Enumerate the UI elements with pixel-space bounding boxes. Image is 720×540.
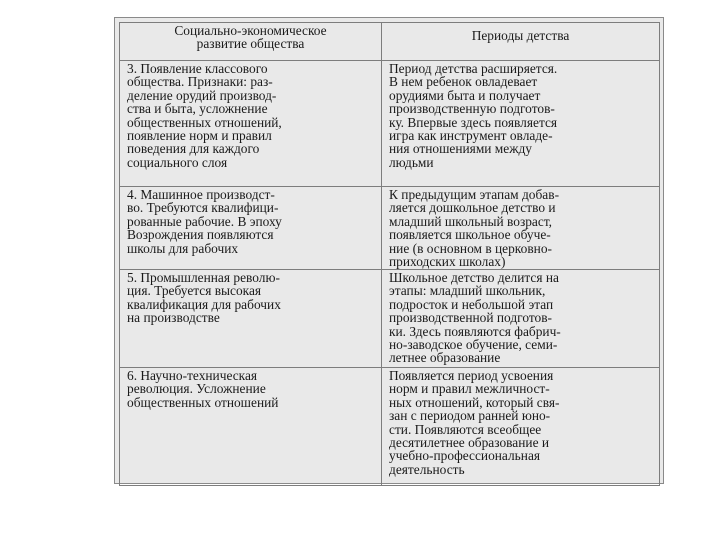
header-childhood-periods: Периоды детства — [382, 23, 660, 61]
society-cell: 6. Научно-техническая революция. Усложнение общественных отношений — [120, 368, 382, 486]
table-row — [120, 368, 660, 486]
table-header-row — [120, 23, 660, 61]
table-row — [120, 270, 660, 368]
table-row — [120, 187, 660, 270]
childhood-cell: Появляется период усвоения норм и правил межличност- ных отношений, который свя- зан с периодом ранней юно- сти. Появляются всеобщее десятилетнее образование и учебно-профессиональная деятельность — [382, 368, 660, 486]
childhood-cell: Школьное детство делится на этапы: младший школьник, подросток и небольшой этап производственной подготов- ки. Здесь появляются фабрич- но-заводское обучение, семи- летнее образование — [382, 270, 660, 368]
development-periods-table — [119, 22, 660, 486]
society-cell: 5. Промышленная револю- ция. Требуется высокая квалификация для рабочих на производстве — [120, 270, 382, 368]
childhood-cell: Период детства расширяется. В нем ребенок овладевает орудиями быта и получает производственную подготов- ку. Впервые здесь появляется игра как инструмент овладе- ния отношениями между людьми — [382, 61, 660, 187]
childhood-cell: К предыдущим этапам добав- ляется дошкольное детство и младший школьный возраст, появляется школьное обуче- ние (в основном в церковно- приходских школах) — [382, 187, 660, 270]
scanned-table-image — [114, 17, 664, 484]
society-cell: 3. Появление классового общества. Признаки: раз- деление орудий производ- ства и быта, усложнение общественных отношений, появление норм и правил поведения для каждого социального слоя — [120, 61, 382, 187]
table-row — [120, 61, 660, 187]
header-society-development: Социально-экономическое развитие общества — [120, 23, 382, 61]
society-cell: 4. Машинное производст- во. Требуются квалифици- рованные рабочие. В эпоху Возрождения появляются школы для рабочих — [120, 187, 382, 270]
